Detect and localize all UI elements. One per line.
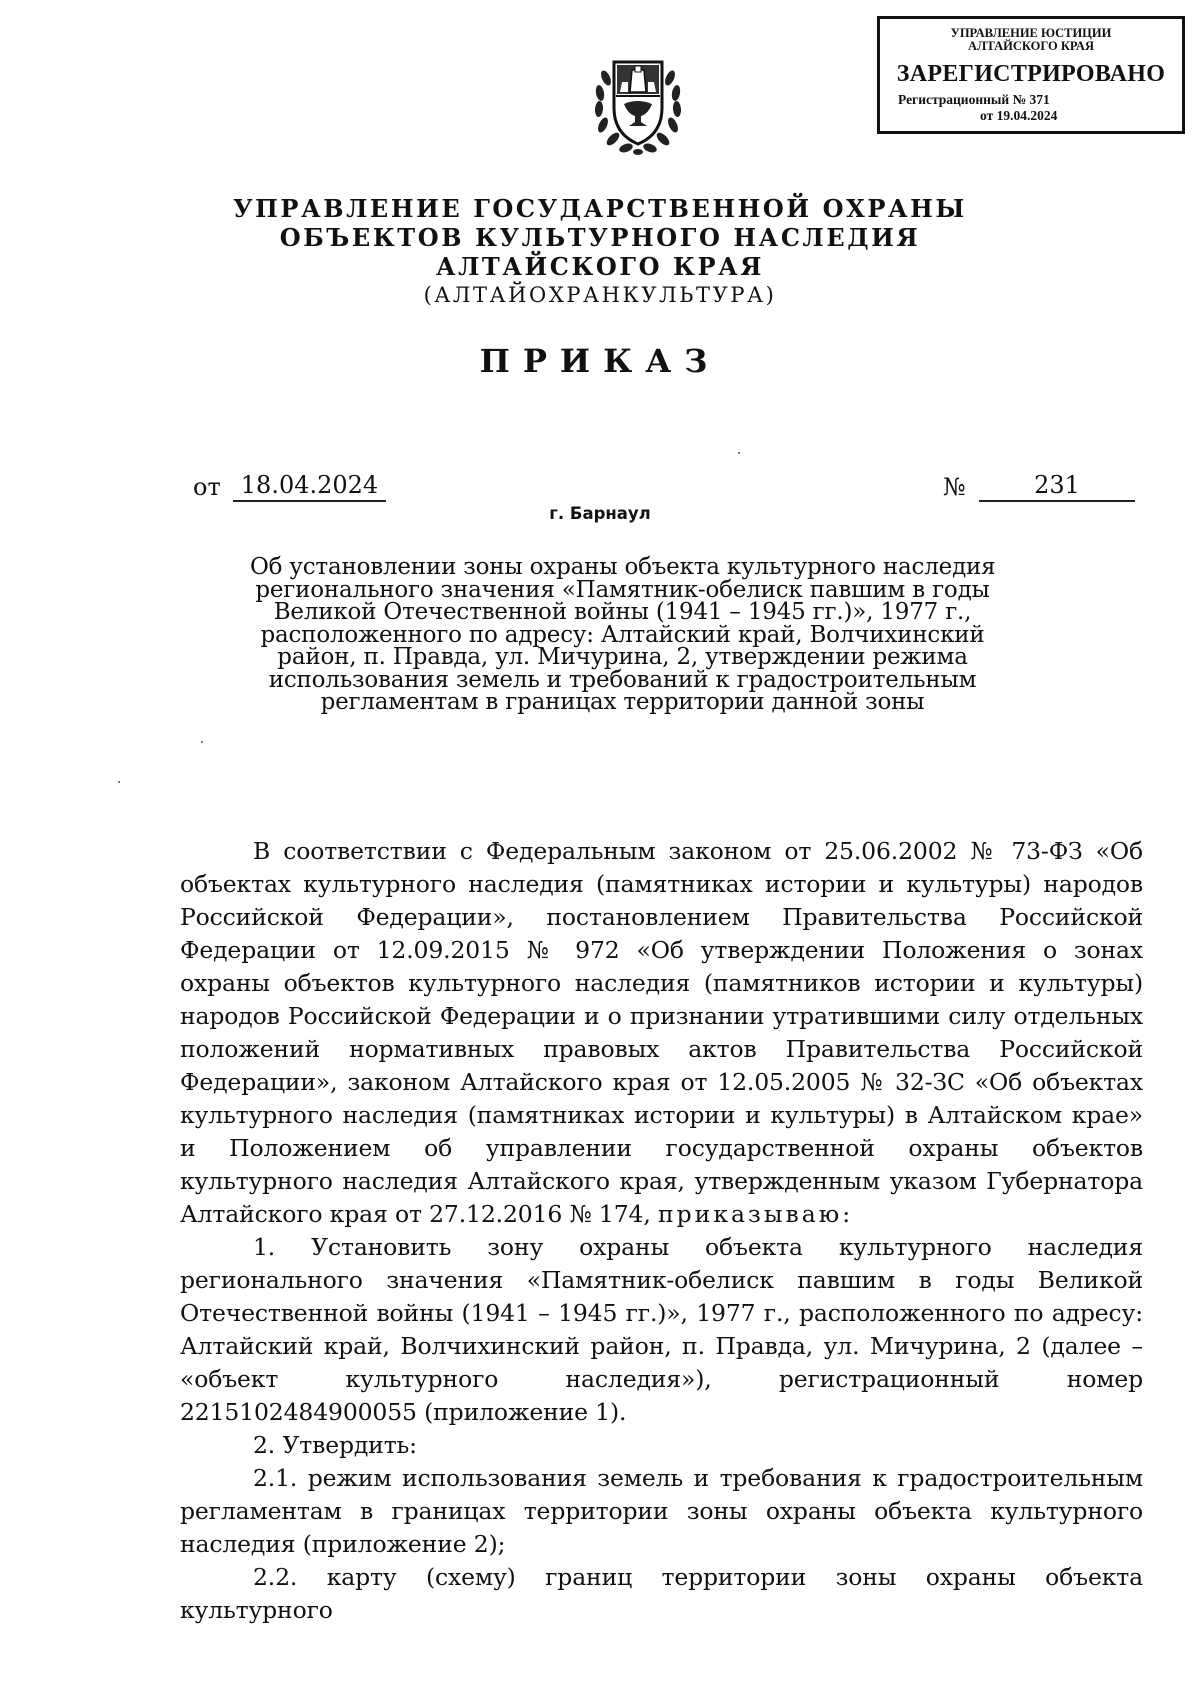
- stamp-reg-number: Регистрационный № 371: [898, 92, 1050, 107]
- title-line: регламентам в границах территории данной зоны: [320, 689, 925, 715]
- stamp-reg-date: от 19.04.2024: [980, 108, 1058, 123]
- title-line: расположенного по адресу: Алтайский край, Волчихинский: [260, 621, 985, 648]
- title-line: район, п. Правда, ул. Мичурина, 2, утверждении режима: [277, 644, 968, 670]
- stamp-org: [880, 27, 1182, 53]
- preamble-text: В соответствии с Федеральным законом от 25.06.2002 № 73-ФЗ «Об объектах культурного наследия (памятниках истории и культуры) народов Российской Федерации», постановлением Правительства Российской Федерации от 12.09.2015 № 972 «Об утверждении Положения о зонах охраны объектов культурного наследия (памятников истории и культуры) народов Российской Федерации и о признании утратившими силу отдельных положений нормативных правовых актов Правительства Российской Федерации», законом Алтайского края от 12.05.2005 № 32-ЗС «Об объектах культурного наследия (памятниках истории и культуры) в Алтайском крае» и Положением об управлении государственной охраны объектов культурного наследия Алтайского края, утвержденным указом Губернатора Алтайского края от 27.12.2016 № 174,: [180, 837, 1143, 1228]
- item-2-1: 2.1. режим использования земель и требования к градостроительным регламентам в границах территории зоны охраны объекта культурного наследия (приложение 2);: [180, 1464, 1143, 1558]
- preamble-paragraph: [180, 835, 1143, 1231]
- document-type: ПРИКАЗ: [479, 342, 721, 380]
- title-line: Об установлении зоны охраны объекта культурного наследия: [250, 554, 996, 580]
- agency-header: [0, 194, 1200, 309]
- item-2-2: 2.2. карту (схему) границ территории зоны охраны объекта культурного: [180, 1563, 1143, 1624]
- order-title: [250, 556, 995, 714]
- stamp-org-line1: УПРАВЛЕНИЕ ЮСТИЦИИ: [950, 26, 1112, 40]
- agency-line-1: УПРАВЛЕНИЕ ГОСУДАРСТВЕННОЙ ОХРАНЫ: [233, 194, 967, 223]
- item-1: 1. Установить зону охраны объекта культурного наследия регионального значения «Памятник-обелиск павшим в годы Великой Отечественной войны (1941 – 1945 гг.)», 1977 г., расположенного по адресу: Алтайский край, Волчихинский район, п. Правда, ул. Мичурина, 2 (далее – «объект культурного наследия»), регистрационный номер 2215102484900055 (приложение 1).: [180, 1233, 1143, 1426]
- title-line: использования земель и требований к градостроительным: [268, 666, 977, 693]
- number-prefix: №: [943, 473, 966, 501]
- order-body: [180, 835, 1143, 1627]
- registration-stamp: [877, 16, 1185, 134]
- order-number: 231: [979, 471, 1135, 502]
- scan-speck: [201, 741, 203, 743]
- stamp-status: ЗАРЕГИСТРИРОВАНО: [896, 61, 1166, 87]
- item-2: 2. Утвердить:: [253, 1431, 417, 1459]
- order-word: приказываю:: [657, 1200, 854, 1228]
- date-prefix: от: [193, 473, 221, 501]
- title-line: регионального значения «Памятник-обелиск павшим в годы: [255, 576, 990, 603]
- agency-short-name: (АЛТАЙОХРАНКУЛЬТУРА): [423, 283, 777, 307]
- coat-of-arms-icon: [592, 48, 684, 158]
- city: г. Барнаул: [549, 504, 651, 523]
- agency-line-3: АЛТАЙСКОГО КРАЯ: [435, 252, 765, 281]
- order-date: 18.04.2024: [233, 471, 386, 502]
- agency-line-2: ОБЪЕКТОВ КУЛЬТУРНОГО НАСЛЕДИЯ: [279, 223, 921, 252]
- scan-speck: [118, 781, 120, 783]
- scan-speck: [738, 452, 740, 454]
- stamp-org-line2: АЛТАЙСКОГО КРАЯ: [968, 39, 1094, 53]
- title-line: Великой Отечественной войны (1941 – 1945 гг.)», 1977 г.,: [273, 599, 972, 625]
